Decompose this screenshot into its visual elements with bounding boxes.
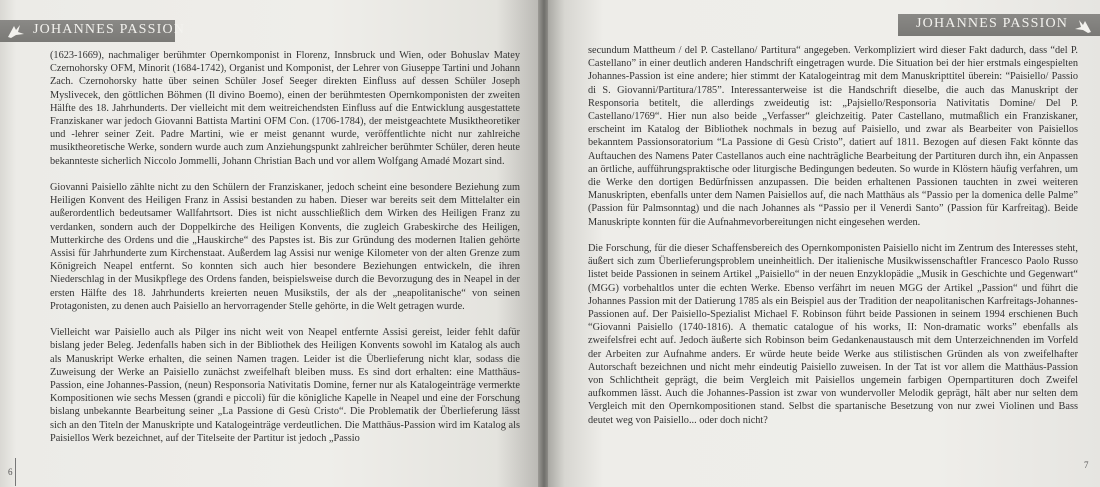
left-page xyxy=(0,0,540,487)
page-number: 7 xyxy=(1084,460,1089,470)
paragraph: secundum Mattheum / del P. Castellano/ Partitura“ angegeben. Verkompliziert wird dieser Fakt dadurch, dass “del P. Castellano” in einer deutlich anderen Handschrift eingetragen wurde. Die Situation bei der hier erstmals eingespielten Johannes-Passion ist eine andere; hier stimmt der Katalogeintrag mit dem Manuskripttitel überein: “Paisiello/ Passio di S. Giovanni/Partitura/1785”. Interessanterweise ist die Handschrift dieselbe, die auch das Manuskript der Responsoria betitelt, die allerdings zweideutig ist: „Pajsiello/Responsoria Nativitatis Domine/ Del P. Castellano/1769“. Hier nun also beide „Verfasser“ gleichzeitig. Pater Castellano, mutmaßlich ein Franziskaner, erscheint im Katalog der Bibliothek nochmals in bezug auf Paisiello, und zwar als Bearbeiter von Paisiellos bekanntem Passionsoratorium “La Passione di Gesù Cristo”, datiert auf 1811. Bezogen auf diesen Fakt könnte das Auftauchen des Namens Pater Castellanos auch eine nachträgliche Bearbeitung der Partituren durch ihn, ein Anpassen an örtliche, aufführungspraktische oder liturgische Bedingungen bedeuten. So wurde in Klöstern häufig verfahren, um die Werke den dortigen Bedürfnissen anzupassen. Die beiden erhaltenen Passionen tauchten in zwei weiteren Manuskripten, ebenfalls unter dem Namen Paisiellos auf, die nach Matthäus als “Passio per la domenica delle Palme” (Passion für Palmsonntag) und die nach Johannes als “Passio per il Venerdì Santo” (Passion für Karfreitag). Beide Manuskripte konnten für die Aufnahmevorbereitungen nicht eingesehen werden. xyxy=(588,45,1078,228)
header-title: JOHANNES PASSION xyxy=(33,22,186,37)
bird-logo-icon xyxy=(1072,16,1094,36)
right-page xyxy=(548,0,1100,487)
body-text xyxy=(50,49,520,445)
header-title: JOHANNES PASSION xyxy=(916,16,1069,31)
header-banner xyxy=(0,20,186,42)
body-text xyxy=(588,44,1078,427)
paragraph: Giovanni Paisiello zählte nicht zu den Schülern der Franziskaner, jedoch scheint eine besondere Beziehung zum Heiligen Konvent des Heiligen Franz in Assisi bestanden zu haben. Dieser war bereits seit dem Mittelalter ein außerordentlich bedeutsamer Wallfahrtsort. Dies ist nicht ausschließlich dem Wirken des Heiligen Franz zu verdanken, sondern auch der Doppelkirche des Heiligen Konvents, die zugleich Grabeskirche des Heiligen, Mutterkirche des Ordens und die „Hauskirche“ des Papstes ist. Bis zur Gründung des modernen Italien gehörte Assisi für Jahrhunderte zum Kirchenstaat. Außerdem lag Assisi nur wenige Kilometer von der alten Grenze zum Königreich Neapel entfernt. So konnten sich auch hier besondere Beziehungen entwickeln, die ihren Niederschlag in der Musikpflege des Ordens fanden, beispielsweise durch die Bevorzugung des in Neapel in der ersten Hälfte des 18. Jahrhunderts kreierten neuen Musikstils, der als der „neapolitanische“ von seinen Protagonisten, zu denen auch Paisiello an hervorragender Stelle gehörte, in die Welt getragen wurde. xyxy=(50,182,520,312)
paragraph: Vielleicht war Paisiello auch als Pilger ins nicht weit von Neapel entfernte Assisi gereist, leider fehlt dafür bislang jeder Beleg. Jedenfalls haben sich in der Bibliothek des Heiligen Konvents sowohl im Katalog als auch als Manuskript Werke erhalten, die seinen Namen tragen. Leider ist die Überlieferung nicht klar, sodass die Zuweisung der Werke an Paisiello zunächst zweifelhaft bleiben muss. Es sind dort erhalten: eine Matthäus-Passion, eine Johannes-Passion, (neun) Responsoria Nativitatis Domine, ferner nur als Katalogeinträge vermerkte Kompositionen wie sechs Messen (grandi e piccoli) für die königliche Kapelle in Neapel und eine der Forschung bislang unbekannte Bearbeitung seiner „La Passione di Gesù Cristo“. Die Problematik der Überlieferung lässt sich an den Titeln der Manuskripte und Katalogeinträge verdeutlichen. Die Matthäus-Passion wird im Katalog als Paisiellos Werk bezeichnet, auf der Titelseite der Partitur ist jedoch „Passio xyxy=(50,327,520,444)
paragraph: Die Forschung, für die dieser Schaffensbereich des Opernkomponisten Paisiello nicht im Zentrum des Interesses steht, äußert sich zum Überlieferungsproblem uneinheitlich. Der italienische Musikwissenschaftler Francesco Paolo Russo listet beide Passionen in seinem Artikel „Paisiello“ in der neuen Enzyklopädie „Musik in Geschichte und Gegenwart“ (MGG) vorbehaltlos unter die echten Werke. Ebenso verfährt im neuen MGG der Artikel „Passion“ und führt die Johannes Passion mit der Datierung 1785 als ein Beispiel aus der Tradition der neapolitanischen Karfreitags-Johannes-Passionen auf. Der Paisiello-Spezialist Michael F. Robinson führt beide Passionen in seinem 1994 erschienen Buch “Giovanni Paisiello (1740-1816). A thematic catalogue of his works, II: Non-dramatic works” ebenfalls als zweifelsfrei echt auf. Jedoch äußerte sich Robinson beim Gedankenaustausch mit dem Unterzeichnenden im Vorfeld der Arbeiten zur Aufnahme anders. Er würde heute beide Werke aus stilistischen Gründen als von zweifelhafter Autorschaft bezeichnen und nicht mehr eindeutig Paisiello zuweisen. In der Tat ist vor allem die Matthäus-Passion von Schlichtheit geprägt, die beim Vergleich mit Paisiellos ungemein farbigen Opernpartituren doch Zweifel aufkommen lässt. Auch die Johannes-Passion ist zwar von wundervoller Melodik geprägt, hält aber nur selten dem Vergleich mit den Opernkompositionen stand. Selbst die spartanische Besetzung von nur zwei Violinen und Bass deutet weg von Paisiello... oder doch nicht? xyxy=(588,243,1078,426)
bird-logo-icon xyxy=(5,21,27,41)
page-number: 6 xyxy=(8,467,13,477)
header-banner xyxy=(898,14,1100,36)
page-edge-mark xyxy=(15,458,16,486)
paragraph: (1623-1669), nachmaliger berühmter Opernkomponist in Florenz, Innsbruck und Wien, oder Bohuslav Matey Czernohorsky OFM, Minorit (1684-1742), Organist und Komponist, der Lehrer von Giuseppe Tartini und Johann Zach. Czernohorsky hatte über seinen Schüler Josef Seeger direkten Einfluss auf dessen Schüler Joseph Myslivecek, den göttlichen Böhmen (Il divino Boemo), einen der berühmtesten Opernkomponisten der zweiten Hälfte des 18. Jahrhunderts. Der vielleicht mit dem weitreichendsten Einfluss auf die Entwicklung ausgestattete Franziskaner war jedoch Giovanni Battista Martini OFM Con. (1706-1784), der meistgeachtete Musiktheoretiker und -lehrer seiner Zeit. Padre Martini, wie er meist genannt wurde, veröffentlichte nicht nur zahlreiche musiktheoretische Werke, sondern wurde auch zum Anziehungspunkt zahlreicher berühmter Schüler, deren heute bekannteste sicherlich Niccolo Jommelli, Johann Christian Bach und vor allem Wolfgang Amadé Mozart sind. xyxy=(50,50,520,167)
